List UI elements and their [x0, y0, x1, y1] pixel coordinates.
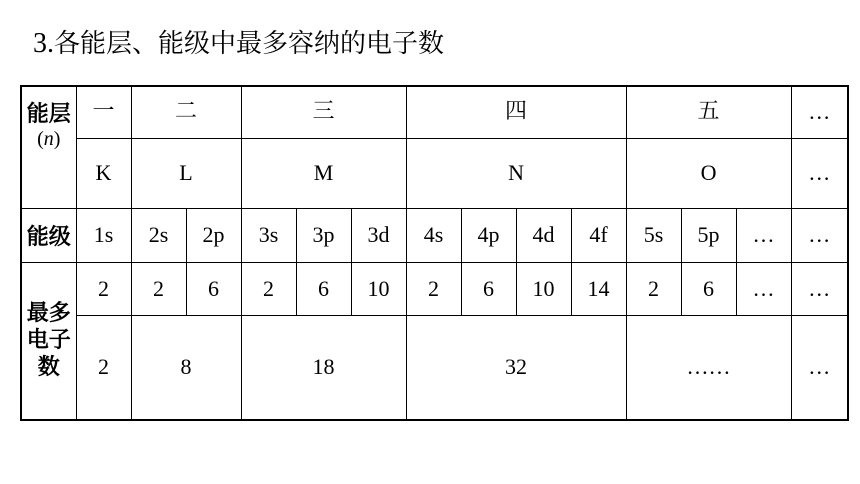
subshell-cell: 3p	[296, 208, 351, 262]
shell-electrons-5: ……	[626, 315, 791, 420]
shell-cn-more: …	[791, 86, 848, 138]
subshell-cell: 3s	[241, 208, 296, 262]
table-row	[21, 208, 848, 262]
shell-cn-5: 五	[626, 86, 791, 138]
shell-electrons-3: 18	[241, 315, 406, 420]
row-header-max-electrons: 最多 电子 数	[21, 262, 76, 420]
shell-cn-1: 一	[76, 86, 131, 138]
shell-cn-4: 四	[406, 86, 626, 138]
subshell-electrons-cell: 2	[406, 262, 461, 315]
subshell-electrons-cell: 6	[681, 262, 736, 315]
subshell-electrons-cell: 6	[186, 262, 241, 315]
shell-cn-3: 三	[241, 86, 406, 138]
subshell-cell: 3d	[351, 208, 406, 262]
subshell-cell: 4p	[461, 208, 516, 262]
shell-letter-1: K	[76, 138, 131, 208]
shell-letter-5: O	[626, 138, 791, 208]
subshell-electrons-cell: 6	[461, 262, 516, 315]
subshell-cell: 1s	[76, 208, 131, 262]
subshell-cell: 5s	[626, 208, 681, 262]
subshell-cell: 4d	[516, 208, 571, 262]
table-row	[21, 315, 848, 420]
title-number: 3.	[33, 28, 54, 59]
shell-letter-2: L	[131, 138, 241, 208]
table-row	[21, 138, 848, 208]
subshell-electrons-cell: 2	[241, 262, 296, 315]
row-header-shell-label: 能层	[26, 102, 71, 127]
shell-letter-4: N	[406, 138, 626, 208]
subshell-electrons-cell: 10	[351, 262, 406, 315]
subshell-cell: 4s	[406, 208, 461, 262]
subshell-cell: 5p	[681, 208, 736, 262]
subshell-electrons-cell: 2	[626, 262, 681, 315]
subshell-electrons-cell: 2	[76, 262, 131, 315]
subshell-electrons-cell: …	[791, 262, 848, 315]
shell-cn-2: 二	[131, 86, 241, 138]
subshell-electrons-cell: …	[736, 262, 791, 315]
shell-letter-3: M	[241, 138, 406, 208]
row-header-subshell: 能级	[21, 208, 76, 262]
table-row	[21, 262, 848, 315]
electron-capacity-table	[20, 85, 849, 421]
subshell-cell: …	[736, 208, 791, 262]
subshell-cell: 2p	[186, 208, 241, 262]
shell-electrons-4: 32	[406, 315, 626, 420]
shell-electrons-more: …	[791, 315, 848, 420]
table-row	[21, 86, 848, 138]
subshell-electrons-cell: 10	[516, 262, 571, 315]
row-header-shell	[21, 86, 76, 208]
title-text: 各能层、能级中最多容纳的电子数	[54, 29, 445, 59]
subshell-electrons-cell: 6	[296, 262, 351, 315]
subshell-cell: 4f	[571, 208, 626, 262]
row-header-shell-n: (n)	[37, 128, 61, 150]
shell-electrons-1: 2	[76, 315, 131, 420]
subshell-cell: …	[791, 208, 848, 262]
page-title	[33, 24, 444, 64]
subshell-cell: 2s	[131, 208, 186, 262]
subshell-electrons-cell: 2	[131, 262, 186, 315]
subshell-electrons-cell: 14	[571, 262, 626, 315]
shell-electrons-2: 8	[131, 315, 241, 420]
shell-letter-more: …	[791, 138, 848, 208]
